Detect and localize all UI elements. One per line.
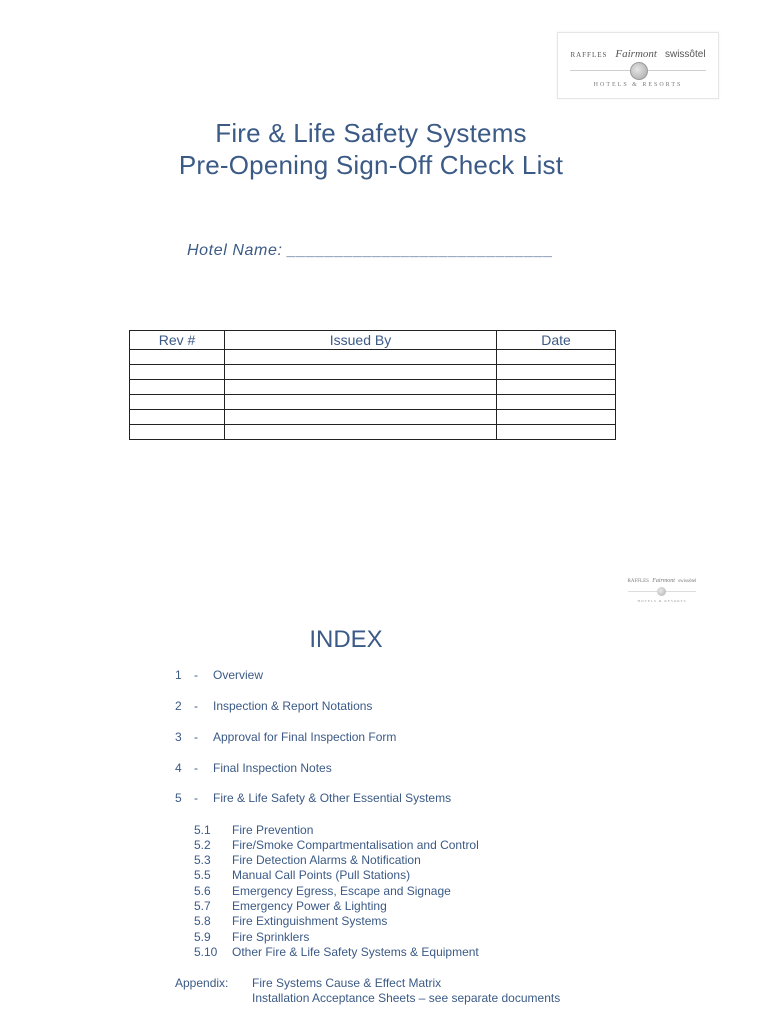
appendix-item: Fire Systems Cause & Effect Matrix [252,976,442,990]
index-item-label: Approval for Final Inspection Form [213,730,397,744]
index-item-label: Fire & Life Safety & Other Essential Systems [213,791,452,805]
index-subitem-label: Fire Prevention [232,823,314,837]
logo-swissotel: swissôtel [664,49,706,60]
issued-by-cell [225,365,497,380]
revision-table-row [130,425,616,440]
index-item-number: 2 [175,699,182,713]
date-cell [497,365,616,380]
index-subitem-number: 5.3 [194,853,211,867]
index-subitem-label: Manual Call Points (Pull Stations) [232,868,411,882]
brand-logo [557,32,719,99]
revision-table-header [130,331,616,350]
date-cell [497,380,616,395]
document-title-line1: Fire & Life Safety Systems [215,118,527,148]
document-title-line2: Pre-Opening Sign-Off Check List [178,150,564,180]
rev-number-cell [130,350,225,365]
index-subitem-number: 5.6 [194,884,211,898]
appendix-label: Appendix: [175,976,229,990]
date-cell [497,395,616,410]
logo-small-swissotel: swissôtel [678,579,697,584]
revision-table-row [130,365,616,380]
issued-by-cell [225,350,497,365]
index-subitem-label: Fire/Smoke Compartmentalisation and Control [232,838,479,852]
index-subitem-label: Fire Detection Alarms & Notification [232,853,421,867]
index-subitem-label: Emergency Power & Lighting [232,899,387,913]
index-item-dash: - [194,791,198,805]
index-subitem-label: Emergency Egress, Escape and Signage [232,884,451,898]
rev-number-header: Rev # [130,331,225,350]
logo-small-seal-icon [657,587,666,596]
date-cell [497,410,616,425]
index-subitem-number: 5.7 [194,899,211,913]
issued-by-cell [225,395,497,410]
index-item-label: Overview [213,668,264,682]
index-subitem-number: 5.9 [194,930,211,944]
index-title: INDEX [309,626,383,653]
index-subitem-label: Fire Extinguishment Systems [232,914,388,928]
logo-small-fairmont: Fairmont [652,578,675,584]
issued-by-cell [225,410,497,425]
logo-seal-icon [630,62,648,80]
logo-fairmont: Fairmont [615,48,657,60]
rev-number-cell [130,380,225,395]
revision-table-row [130,350,616,365]
index-subitem-number: 5.10 [194,945,218,959]
issued-by-cell [225,425,497,440]
logo-brand-names [558,44,718,62]
revision-table-row [130,395,616,410]
index-item-dash: - [194,699,198,713]
brand-logo-small [623,576,701,608]
index-item-number: 3 [175,730,182,744]
hotel-name-field: Hotel Name: ____________________________ [187,242,554,259]
logo-subtitle: HOTELS & RESORTS [593,82,683,88]
index-item-number: 4 [175,761,182,775]
index-item-dash: - [194,730,198,744]
index-item-number: 1 [175,668,182,682]
index-item-label: Final Inspection Notes [213,761,332,775]
logo-small-subtitle: HOTELS & RESORTS [637,599,687,603]
index-item-dash: - [194,761,198,775]
revision-table-row [130,410,616,425]
logo-raffles: RAFFLES [570,51,608,59]
issued-by-cell [225,380,497,395]
logo-small-brand-names [623,578,701,584]
rev-number-cell [130,365,225,380]
date-cell [497,350,616,365]
index-subitem-number: 5.5 [194,868,211,882]
index-subitem-number: 5.2 [194,838,211,852]
revision-table [129,330,616,440]
index-item-dash: - [194,668,198,682]
date-header: Date [497,331,616,350]
index-subitem-number: 5.1 [194,823,211,837]
issued-by-header: Issued By [225,331,497,350]
index-subitem-label: Fire Sprinklers [232,930,310,944]
rev-number-cell [130,410,225,425]
index-item-number: 5 [175,791,182,805]
rev-number-cell [130,395,225,410]
appendix-item: Installation Acceptance Sheets – see separate documents [252,991,561,1005]
rev-number-cell [130,425,225,440]
index-item-label: Inspection & Report Notations [213,699,373,713]
revision-table-row [130,380,616,395]
date-cell [497,425,616,440]
index-subitem-number: 5.8 [194,914,211,928]
logo-small-raffles: RAFFLES [627,579,649,584]
index-subitem-label: Other Fire & Life Safety Systems & Equipment [232,945,479,959]
